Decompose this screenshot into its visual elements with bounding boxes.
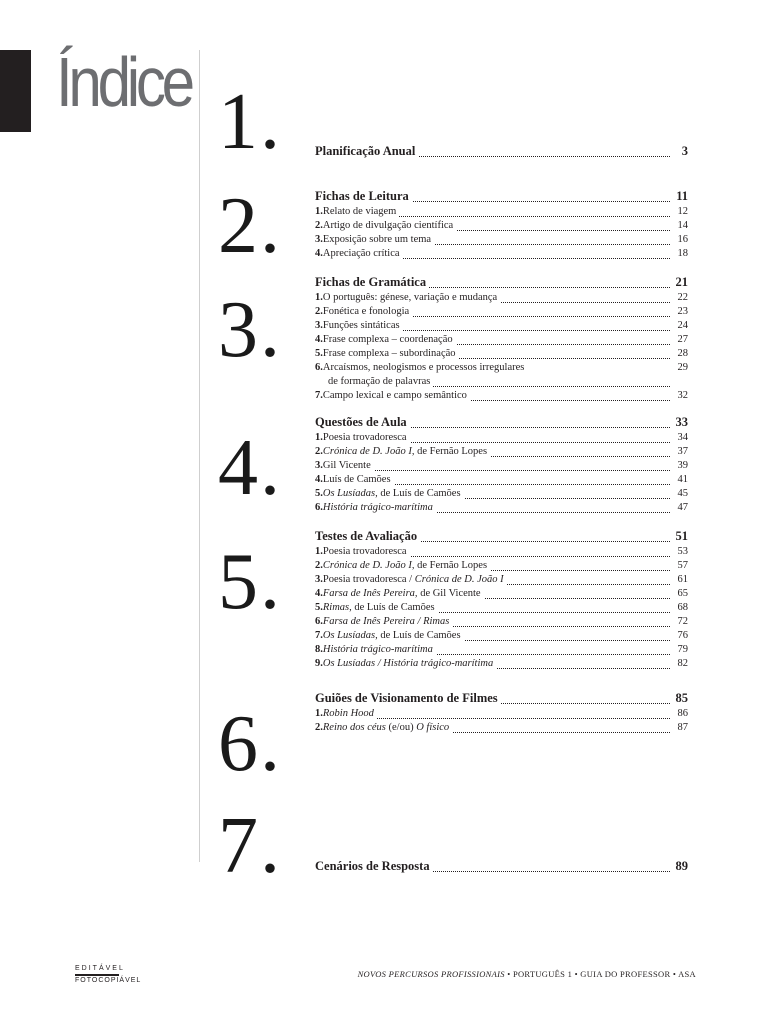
entry-number: 4. bbox=[315, 474, 323, 485]
page-number: 11 bbox=[673, 189, 688, 203]
entry-number: 3. bbox=[315, 574, 323, 585]
entry-number: 7. bbox=[315, 390, 323, 401]
page-number: 21 bbox=[673, 275, 689, 289]
entry-text: Rimas, bbox=[322, 602, 352, 613]
page-number: 61 bbox=[675, 573, 689, 587]
entry-label bbox=[315, 487, 464, 501]
entry-label bbox=[315, 573, 507, 587]
entry-text: Poesia trovadoresca bbox=[322, 432, 407, 443]
entry-text: Os Lusíadas, bbox=[322, 630, 378, 641]
toc-entry[interactable] bbox=[315, 361, 688, 389]
chapter-number-3: 3. bbox=[218, 286, 282, 374]
toc-entry[interactable] bbox=[315, 601, 688, 615]
page-number: 57 bbox=[675, 559, 689, 573]
entry-label bbox=[315, 445, 490, 459]
entry-text: de Luís de Camões bbox=[377, 630, 461, 641]
entry-label bbox=[315, 291, 500, 305]
entry-label bbox=[315, 545, 410, 559]
toc-section-heading[interactable] bbox=[315, 275, 688, 291]
entry-number: 2. bbox=[315, 722, 323, 733]
entry-text: (e/ou) bbox=[385, 722, 417, 733]
chapter-number-4: 4. bbox=[218, 424, 282, 512]
entry-number: 7. bbox=[315, 630, 323, 641]
toc-section-heading[interactable] bbox=[315, 691, 688, 707]
toc-entry[interactable] bbox=[315, 615, 688, 629]
entry-label bbox=[315, 205, 399, 219]
page-number: 76 bbox=[675, 629, 689, 643]
entry-text: de Luís de Camões bbox=[377, 488, 461, 499]
page-number: 28 bbox=[675, 347, 689, 361]
toc-section bbox=[315, 275, 688, 403]
page-number: 27 bbox=[675, 333, 689, 347]
toc-entry[interactable] bbox=[315, 473, 688, 487]
entry-text: Arcaísmos, neologismos e processos irregulares bbox=[322, 362, 525, 373]
entry-number: 3. bbox=[315, 320, 323, 331]
toc-entry[interactable] bbox=[315, 487, 688, 501]
entry-label bbox=[315, 601, 438, 615]
toc-entry[interactable] bbox=[315, 389, 688, 403]
page-number: 85 bbox=[673, 691, 689, 705]
chapter-number-7: 7. bbox=[218, 802, 282, 890]
footer-rest: • PORTUGUÊS 1 • GUIA DO PROFESSOR • ASA bbox=[504, 969, 696, 979]
page-footer bbox=[358, 969, 696, 979]
entry-number: 5. bbox=[315, 602, 323, 613]
toc-entry[interactable] bbox=[315, 573, 688, 587]
toc-section-heading[interactable] bbox=[315, 415, 688, 431]
page-number: 33 bbox=[673, 415, 689, 429]
entry-text: Farsa de Inês Pereira / Rimas bbox=[322, 616, 450, 627]
entry-text: Campo lexical e campo semântico bbox=[322, 390, 467, 401]
toc-entry[interactable] bbox=[315, 233, 688, 247]
toc-entry[interactable] bbox=[315, 305, 688, 319]
toc-entry[interactable] bbox=[315, 333, 688, 347]
page-number: 87 bbox=[675, 721, 689, 735]
page-number: 3 bbox=[679, 144, 688, 158]
page-number: 39 bbox=[675, 459, 689, 473]
toc-section bbox=[315, 189, 688, 261]
entry-text: Poesia trovadoresca bbox=[322, 546, 407, 557]
entry-number: 8. bbox=[315, 644, 323, 655]
page-number: 51 bbox=[673, 529, 689, 543]
entry-label bbox=[315, 587, 484, 601]
entry-number: 2. bbox=[315, 306, 323, 317]
toc-entry[interactable] bbox=[315, 291, 688, 305]
toc-section bbox=[315, 859, 688, 875]
entry-number: 6. bbox=[315, 616, 323, 627]
entry-number: 5. bbox=[315, 348, 323, 359]
toc-entry[interactable] bbox=[315, 643, 688, 657]
entry-number: 2. bbox=[315, 560, 323, 571]
section-title: Testes de Avaliação bbox=[315, 529, 420, 543]
entry-label bbox=[315, 501, 436, 515]
toc-entry[interactable] bbox=[315, 545, 688, 559]
entry-text: Reino dos céus bbox=[322, 722, 386, 733]
toc-section bbox=[315, 529, 688, 671]
toc-section bbox=[315, 415, 688, 515]
entry-number: 1. bbox=[315, 708, 323, 719]
page-number: 53 bbox=[675, 545, 689, 559]
section-title: Cenários de Resposta bbox=[315, 859, 433, 873]
page-number: 18 bbox=[675, 247, 689, 261]
page-number: 89 bbox=[673, 859, 689, 873]
entry-text: Exposição sobre um tema bbox=[322, 234, 432, 245]
toc-section-heading[interactable] bbox=[315, 189, 688, 205]
entry-text: Artigo de divulgação científica bbox=[322, 220, 454, 231]
entry-text: Frase complexa – coordenação bbox=[322, 334, 453, 345]
entry-text: Apreciação crítica bbox=[322, 248, 400, 259]
toc-entry[interactable] bbox=[315, 431, 688, 445]
entry-label bbox=[315, 219, 456, 233]
entry-number: 5. bbox=[315, 488, 323, 499]
entry-number: 1. bbox=[315, 432, 323, 443]
logo-top-text: EDITÁVEL bbox=[75, 964, 119, 975]
entry-number: 1. bbox=[315, 206, 323, 217]
entry-text: Poesia trovadoresca / bbox=[322, 574, 415, 585]
entry-text: Relato de viagem bbox=[322, 206, 397, 217]
entry-text: História trágico-marítima bbox=[322, 644, 433, 655]
entry-text: Gil Vicente bbox=[322, 460, 371, 471]
page-number: 65 bbox=[675, 587, 689, 601]
entry-number: 1. bbox=[315, 546, 323, 557]
entry-text: Funções sintáticas bbox=[322, 320, 400, 331]
chapter-number-2: 2. bbox=[218, 182, 282, 270]
chapter-number-1: 1. bbox=[218, 78, 282, 166]
page-number: 23 bbox=[675, 305, 689, 319]
page-number: 32 bbox=[675, 389, 689, 403]
entry-text: O físico bbox=[416, 722, 450, 733]
entry-label bbox=[315, 319, 403, 333]
entry-text-continued: de formação de palavras bbox=[328, 375, 433, 389]
toc-entry[interactable] bbox=[315, 445, 688, 459]
entry-text: O português: génese, variação e mudança bbox=[322, 292, 498, 303]
page-number: 37 bbox=[675, 445, 689, 459]
entry-number: 6. bbox=[315, 362, 323, 373]
entry-label bbox=[315, 657, 496, 671]
entry-label bbox=[315, 233, 434, 247]
entry-text: Frase complexa – subordinação bbox=[322, 348, 456, 359]
toc-section-heading[interactable] bbox=[315, 144, 688, 160]
toc-entry[interactable] bbox=[315, 205, 688, 219]
page-number: 79 bbox=[675, 643, 689, 657]
entry-label bbox=[315, 305, 412, 319]
entry-number: 3. bbox=[315, 460, 323, 471]
toc-entry[interactable] bbox=[315, 721, 688, 735]
entry-number: 1. bbox=[315, 292, 323, 303]
toc-entry[interactable] bbox=[315, 459, 688, 473]
toc-entry[interactable] bbox=[315, 707, 688, 721]
page-number: 86 bbox=[675, 707, 689, 721]
page-number: 24 bbox=[675, 319, 689, 333]
page-number: 34 bbox=[675, 431, 689, 445]
chapter-number-6: 6. bbox=[218, 700, 282, 788]
entry-text: de Gil Vicente bbox=[417, 588, 481, 599]
entry-label bbox=[315, 333, 456, 347]
entry-label bbox=[315, 347, 459, 361]
vertical-divider bbox=[199, 50, 200, 862]
entry-number: 9. bbox=[315, 658, 323, 669]
page-title: Índice bbox=[56, 43, 191, 121]
footer-series: NOVOS PERCURSOS PROFISSIONAIS bbox=[357, 969, 505, 979]
entry-label bbox=[315, 643, 436, 657]
section-title: Guiões de Visionamento de Filmes bbox=[315, 691, 501, 705]
toc-entry[interactable] bbox=[315, 629, 688, 643]
entry-text: Os Lusíadas / História trágico-marítima bbox=[322, 658, 494, 669]
entry-label bbox=[315, 361, 524, 375]
toc-entry[interactable] bbox=[315, 657, 688, 671]
entry-text: História trágico-marítima bbox=[322, 502, 433, 513]
entry-label bbox=[315, 473, 394, 487]
entry-text: Luís de Camões bbox=[322, 474, 391, 485]
page-number: 82 bbox=[675, 657, 689, 671]
editable-photocopiable-logo bbox=[75, 964, 142, 986]
entry-text: Crónica de D. João I bbox=[414, 574, 504, 585]
toc-entry[interactable] bbox=[315, 587, 688, 601]
page-number: 41 bbox=[675, 473, 689, 487]
page-number: 29 bbox=[675, 361, 689, 375]
entry-label bbox=[315, 247, 403, 261]
entry-number: 6. bbox=[315, 502, 323, 513]
page-number: 14 bbox=[675, 219, 689, 233]
entry-number: 4. bbox=[315, 588, 323, 599]
entry-text: Crónica de D. João I, bbox=[322, 560, 415, 571]
toc-entry[interactable] bbox=[315, 559, 688, 573]
entry-label bbox=[315, 431, 410, 445]
toc-entry[interactable] bbox=[315, 247, 688, 261]
page-number: 22 bbox=[675, 291, 689, 305]
entry-text: Os Lusíadas, bbox=[322, 488, 378, 499]
logo-bottom-text: FOTOCOPIÁVEL bbox=[75, 977, 142, 984]
entry-label bbox=[315, 721, 452, 735]
page-number: 72 bbox=[675, 615, 689, 629]
toc-section bbox=[315, 691, 688, 735]
entry-text: Crónica de D. João I, bbox=[322, 446, 415, 457]
toc-section-heading[interactable] bbox=[315, 529, 688, 545]
entry-label bbox=[315, 707, 377, 721]
entry-number: 2. bbox=[315, 220, 323, 231]
side-tab-bar bbox=[0, 50, 31, 132]
page-number: 68 bbox=[675, 601, 689, 615]
entry-label bbox=[315, 389, 470, 403]
entry-number: 2. bbox=[315, 446, 323, 457]
page-number: 47 bbox=[675, 501, 689, 515]
entry-label bbox=[315, 629, 464, 643]
page-number: 12 bbox=[675, 205, 689, 219]
page-number: 16 bbox=[675, 233, 689, 247]
entry-label bbox=[315, 459, 374, 473]
chapter-number-5: 5. bbox=[218, 538, 282, 626]
toc-entry[interactable] bbox=[315, 501, 688, 515]
entry-text: de Fernão Lopes bbox=[414, 560, 488, 571]
entry-number: 4. bbox=[315, 248, 323, 259]
entry-text: Fonética e fonologia bbox=[322, 306, 410, 317]
entry-text: Farsa de Inês Pereira, bbox=[322, 588, 418, 599]
entry-number: 3. bbox=[315, 234, 323, 245]
entry-text: de Fernão Lopes bbox=[414, 446, 488, 457]
toc-entry[interactable] bbox=[315, 319, 688, 333]
page-number: 45 bbox=[675, 487, 689, 501]
toc-entry[interactable] bbox=[315, 347, 688, 361]
entry-text: de Luís de Camões bbox=[351, 602, 435, 613]
section-title: Questões de Aula bbox=[315, 415, 410, 429]
section-title: Fichas de Gramática bbox=[315, 275, 429, 289]
entry-text: Robin Hood bbox=[322, 708, 374, 719]
toc-section bbox=[315, 144, 688, 160]
section-title: Fichas de Leitura bbox=[315, 189, 412, 203]
toc-entry[interactable] bbox=[315, 219, 688, 233]
entry-label bbox=[315, 559, 490, 573]
entry-label bbox=[315, 615, 452, 629]
toc-section-heading[interactable] bbox=[315, 859, 688, 875]
entry-number: 4. bbox=[315, 334, 323, 345]
section-title: Planificação Anual bbox=[315, 144, 418, 158]
